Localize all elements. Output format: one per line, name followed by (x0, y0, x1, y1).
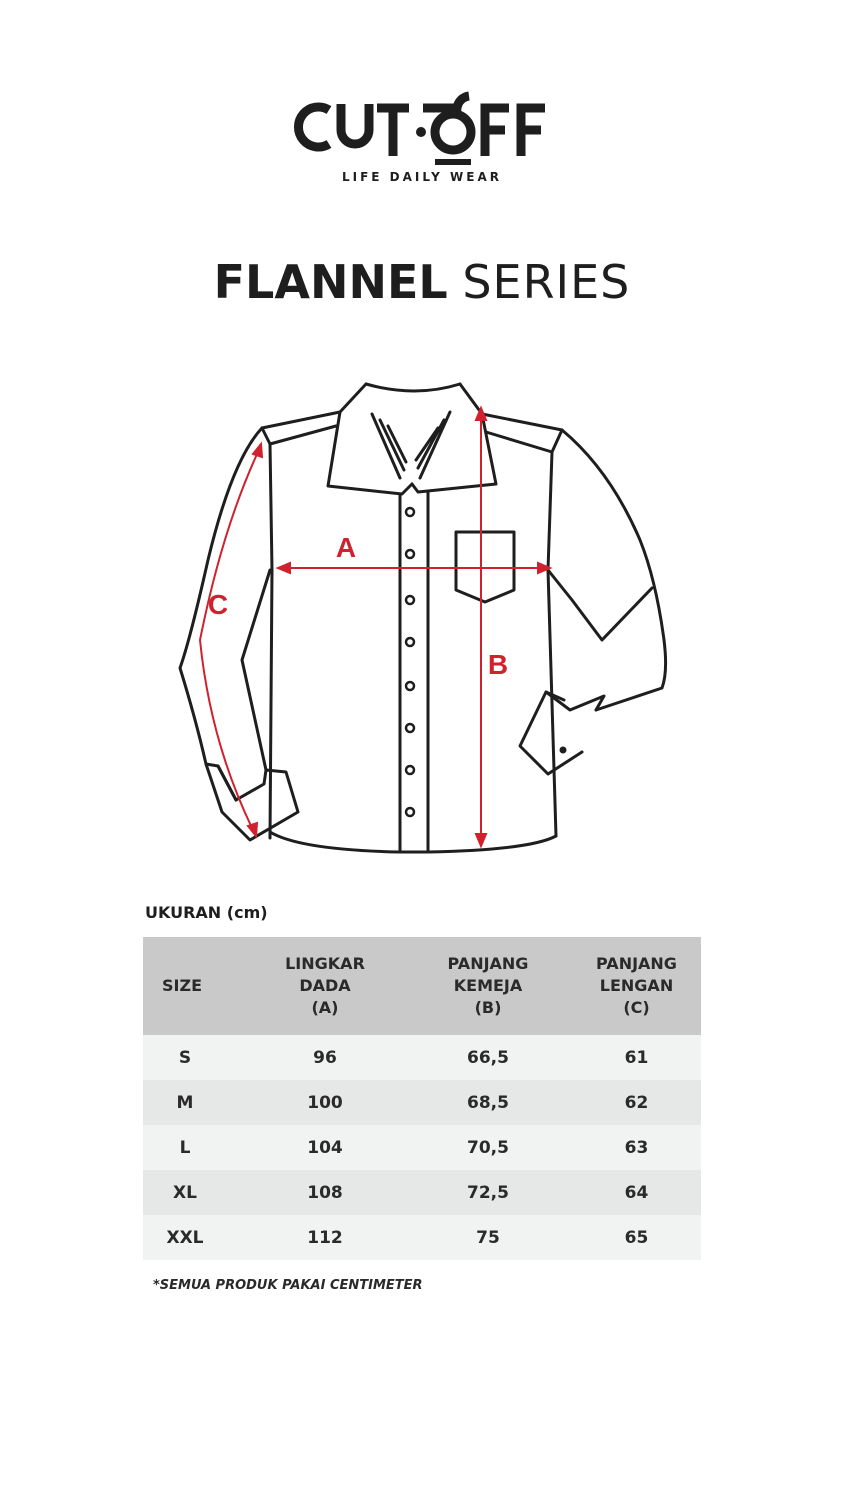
brand-tagline: LIFE DAILY WEAR (341, 170, 502, 184)
header-chest-line2: DADA (299, 976, 351, 995)
measure-label-b: B (487, 649, 509, 680)
header-chest-line3: (A) (311, 998, 339, 1017)
cell-length: 75 (476, 1227, 500, 1248)
units-label: UKURAN (cm) (145, 903, 268, 922)
header-length-line1: PANJANG (447, 954, 529, 973)
header-sleeve-line1: PANJANG (596, 954, 677, 973)
shirt-illustration (0, 370, 844, 870)
header-sleeve-line2: LENGAN (599, 976, 674, 995)
cell-size: XL (173, 1182, 197, 1203)
cell-sleeve: 63 (624, 1137, 649, 1158)
shirt-button (406, 724, 414, 732)
shirt-button (406, 682, 414, 690)
cell-size: L (179, 1137, 191, 1158)
cell-sleeve: 64 (624, 1182, 649, 1203)
table-row (143, 1035, 701, 1080)
cell-size: XXL (166, 1227, 204, 1248)
cell-sleeve: 62 (624, 1092, 649, 1113)
cell-chest: 112 (307, 1227, 343, 1248)
cell-sleeve: 65 (624, 1227, 649, 1248)
cell-chest: 96 (313, 1047, 337, 1068)
table-row (143, 1080, 701, 1125)
shirt-button (406, 766, 414, 774)
cell-length: 72,5 (467, 1182, 509, 1203)
cell-length: 66,5 (467, 1047, 509, 1068)
header-chest-line1: LINGKAR (285, 954, 365, 973)
header-length-line3: (B) (474, 998, 502, 1017)
table-row (143, 1215, 701, 1260)
header-size: SIZE (162, 976, 203, 995)
header-sleeve (572, 937, 701, 1035)
series-title (0, 254, 844, 310)
cell-length: 70,5 (467, 1137, 509, 1158)
cell-sleeve: 61 (624, 1047, 649, 1068)
shirt-button (406, 808, 414, 816)
header-length-line2: KEMEJA (453, 976, 523, 995)
size-chart-table (143, 937, 701, 1260)
brand-name: CUT-OFF (287, 86, 292, 87)
cell-chest: 104 (307, 1137, 343, 1158)
shirt-measurement-diagram (0, 370, 844, 870)
footnote: *SEMUA PRODUK PAKAI CENTIMETER (153, 1278, 423, 1293)
shirt-button (406, 596, 414, 604)
header-length (404, 937, 572, 1035)
cell-size: S (178, 1047, 192, 1068)
table-row (143, 1170, 701, 1215)
cell-size: M (176, 1092, 194, 1113)
cuff-button (560, 747, 567, 754)
measure-label-c: C (207, 589, 229, 620)
series-title-light: SERIES (462, 255, 631, 309)
header-sleeve-line3: (C) (623, 998, 650, 1017)
shirt-button (406, 508, 414, 516)
cell-chest: 108 (307, 1182, 343, 1203)
cell-length: 68,5 (467, 1092, 509, 1113)
table-header-row (143, 937, 701, 1035)
measure-label-a: A (335, 532, 357, 563)
shirt-button (406, 550, 414, 558)
shirt-button (406, 638, 414, 646)
series-title-bold: FLANNEL (213, 255, 448, 309)
cutoff-wordmark (287, 86, 557, 166)
header-chest (246, 937, 404, 1035)
cell-chest: 100 (307, 1092, 343, 1113)
table-row (143, 1125, 701, 1170)
